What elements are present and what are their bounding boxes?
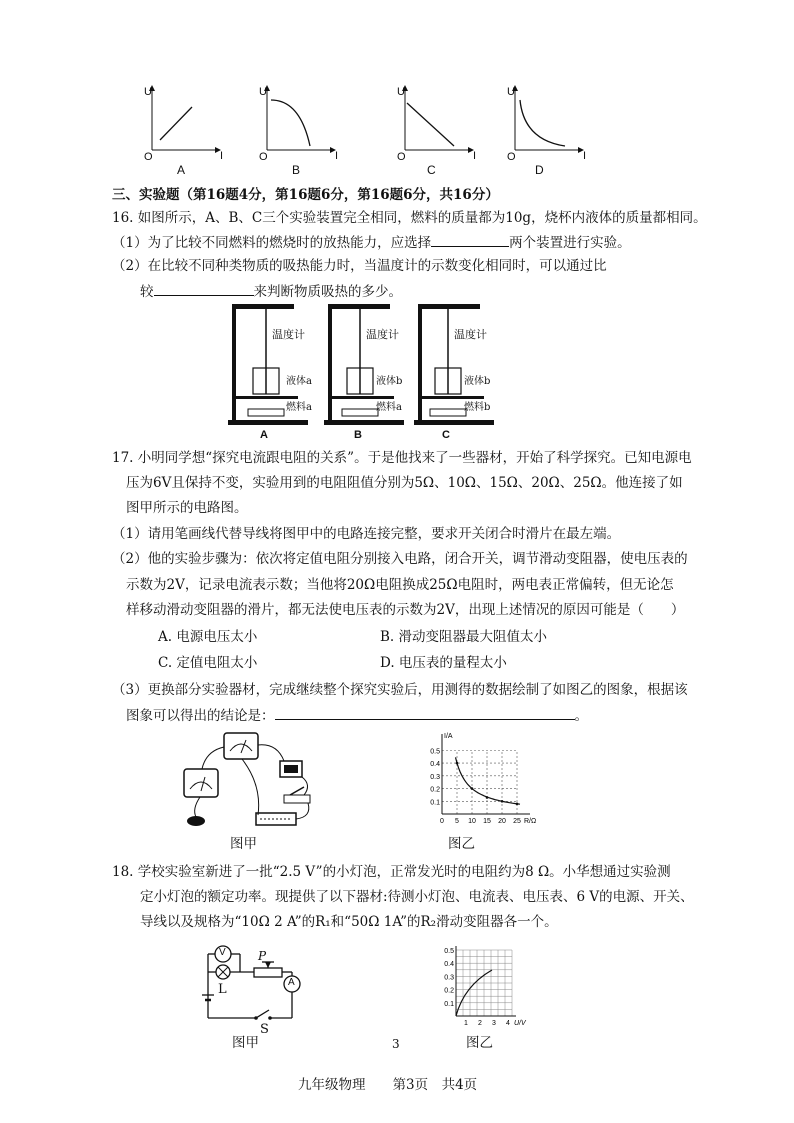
apparatus-b-liquid-label: 液体b	[376, 376, 403, 387]
graph-d-ylabel: U	[507, 86, 515, 98]
q17-line1: 17. 小明同学想“探究电流跟电阻的关系”。于是他找来了一些器材，开始了科学探究。已知电源电	[112, 450, 692, 466]
x-axis-label: U/V	[514, 1020, 526, 1027]
circuit-v-label: V	[219, 947, 226, 958]
q17-part3-blank[interactable]	[275, 705, 575, 720]
y-tick-label: 0.2	[444, 987, 454, 995]
q18-fig-left-caption: 图甲	[232, 1035, 259, 1051]
resistor-part	[187, 816, 205, 826]
y-tick-label: 0.2	[430, 786, 440, 794]
graph-d-origin: O	[507, 151, 516, 163]
q17-figure-left	[172, 725, 332, 835]
q18-line2: 定小灯泡的额定功率。现提供了以下器材:待测小灯泡、电流表、电压表、6 V的电源、开关、	[140, 889, 694, 905]
graph-c-label: C	[427, 163, 436, 177]
q17-fig-left-caption: 图甲	[230, 836, 257, 852]
graph-a-origin: O	[144, 151, 153, 163]
circuit-a-label: A	[288, 977, 295, 988]
y-tick-label: 0.4	[430, 761, 440, 769]
y-tick-label: 0.5	[444, 948, 454, 955]
graph-c-ylabel: U	[397, 86, 405, 98]
x-tick-label: 1	[464, 1020, 468, 1027]
q16-part2-line1: （2）在比较不同种类物质的吸热能力时，当温度计的示数变化相同时，可以通过比	[112, 258, 607, 274]
q16-apparatus-figure	[220, 300, 510, 442]
rheostat-symbol	[254, 962, 282, 977]
graph-b-label: B	[292, 163, 301, 177]
q17-line3: 图甲所示的电路图。	[126, 500, 248, 516]
q18-graph-figure	[432, 940, 532, 1034]
q16-part1-a: （1）为了比较不同燃料的燃烧时的放热能力，应选择	[112, 235, 432, 251]
apparatus-a-fuel-label: 燃料a	[286, 402, 312, 413]
switch-symbol	[254, 1010, 272, 1020]
y-tick-label: 0.1	[444, 1000, 454, 1008]
q17-part2-line1: （2）他的实验步骤为：依次将定值电阻分别接入电路，闭合开关，调节滑动变阻器，使电压表的	[112, 551, 688, 567]
apparatus-b-thermo-label: 温度计	[366, 328, 399, 341]
q17-chart-svg	[418, 728, 540, 832]
apparatus-a-label: A	[260, 429, 268, 441]
q17-part1: （1）请用笔画线代替导线将图甲中的电路连接完整，要求开关闭合时滑片在最左端。	[112, 526, 621, 542]
graph-b-xlabel: I	[335, 150, 339, 162]
q17-part3-c: 。	[574, 708, 588, 724]
apparatus-b-label: B	[354, 429, 362, 441]
section3-title: 三、实验题（第16题4分，第16题6分，第16题6分，共16分）	[112, 187, 499, 203]
x-tick-label: 25	[513, 818, 521, 825]
q17-option-d[interactable]: D. 电压表的量程太小	[380, 655, 507, 671]
graph-b-origin: O	[259, 151, 268, 163]
apparatus-c-fuel-label: 燃料b	[464, 402, 491, 413]
x-tick-label: 0	[440, 818, 444, 825]
x-axis-label: R/Ω	[524, 818, 537, 825]
graph-a-xlabel: I	[220, 150, 224, 162]
apparatus-a-thermo-label: 温度计	[272, 328, 305, 341]
ui-graph-row	[0, 0, 794, 180]
y-tick-label: 0.5	[430, 748, 440, 756]
graph-c-origin: O	[397, 151, 406, 163]
apparatus-b-fuel-label: 燃料a	[376, 402, 402, 413]
circuit-l-label: L	[218, 982, 227, 997]
page-number: 3	[392, 1037, 400, 1051]
q16-apparatus-svg	[220, 300, 510, 442]
voltmeter-meter	[224, 733, 258, 759]
data-point	[501, 800, 504, 803]
x-tick-label: 3	[492, 1020, 496, 1027]
q18-fig-right-caption: 图乙	[466, 1035, 493, 1051]
q17-apparatus-svg	[172, 725, 332, 835]
y-tick-label: 0.3	[444, 974, 454, 982]
page-footer: 九年级物理 第3页 共4页	[298, 1077, 478, 1093]
iu-curve	[456, 970, 492, 1016]
x-tick-label: 5	[455, 818, 459, 825]
x-tick-label: 20	[498, 818, 506, 825]
x-tick-label: 10	[468, 818, 476, 825]
x-tick-label: 15	[483, 818, 491, 825]
graph-b-ylabel: U	[259, 86, 267, 98]
q16-part1	[112, 232, 631, 253]
q18-graph-svg	[432, 940, 532, 1034]
q17-part3-b: 图象可以得出的结论是：	[126, 708, 275, 724]
y-axis-label: I/A	[444, 733, 453, 740]
apparatus-c-thermo-label: 温度计	[454, 328, 487, 341]
battery-box	[280, 761, 302, 777]
data-point	[471, 787, 474, 790]
q18-line3: 导线以及规格为“10Ω 2 A”的R₁和“50Ω 1A”的R₂滑动变阻器各一个。	[140, 914, 558, 930]
graph-d	[515, 88, 581, 150]
q16-part2-blank[interactable]	[154, 281, 254, 296]
q16-part2-c: 来判断物质吸热的多少。	[253, 284, 402, 300]
q16-part1-b: 两个装置进行实验。	[509, 235, 631, 251]
circuit-p-label: P	[258, 949, 267, 963]
graph-a-ylabel: U	[144, 86, 152, 98]
y-tick-label: 0.4	[444, 961, 454, 969]
graph-c	[405, 88, 471, 150]
q17-option-b[interactable]: B. 滑动变阻器最大阻值太小	[380, 629, 548, 645]
graph-b	[267, 88, 333, 150]
switch-part	[284, 787, 310, 803]
q16-part1-blank[interactable]	[431, 232, 509, 247]
x-tick-label: 2	[478, 1020, 482, 1027]
q17-fig-right-caption: 图乙	[448, 836, 475, 852]
q18-line1: 18. 学校实验室新进了一批“2.5 V”的小灯泡，正常发光时的电阻约为8 Ω。小华想通过实验测	[112, 864, 671, 880]
apparatus-c-label: C	[442, 429, 450, 441]
graph-a-label: A	[177, 163, 186, 177]
q17-part2-line3: 样移动滑动变阻器的滑片，都无法使电压表的示数为2V，出现上述情况的原因可能是（ ）	[126, 602, 685, 618]
rheostat-part	[256, 813, 296, 825]
ammeter-meter	[184, 769, 218, 797]
q17-option-c[interactable]: C. 定值电阻太小	[158, 655, 258, 671]
q18-circuit-svg	[196, 940, 316, 1030]
q17-part2-line2: 示数为2V，记录电流表示数；当他将20Ω电阻换成25Ω电阻时，两电表正常偏转，但无论怎	[126, 577, 674, 593]
q18-circuit-figure	[196, 940, 316, 1037]
q17-part3-line2	[126, 705, 588, 726]
graph-d-xlabel: I	[583, 150, 587, 162]
apparatus-a-liquid-label: 液体a	[286, 376, 312, 387]
lamp-symbol	[216, 965, 230, 979]
q17-part3-line1: （3）更换部分实验器材，完成继续整个探究实验后，用测得的数据绘制了如图乙的图象，根据该	[112, 682, 688, 698]
q17-chart	[418, 728, 540, 832]
q17-line2: 压为6V且保持不变，实验用到的电阻阻值分别为5Ω、10Ω、15Ω、20Ω、25Ω。他连接了如	[126, 475, 683, 491]
q17-option-a[interactable]: A. 电源电压太小	[158, 629, 258, 645]
x-tick-label: 4	[506, 1020, 510, 1027]
y-tick-label: 0.1	[430, 799, 440, 807]
graph-d-label: D	[535, 163, 544, 177]
data-point	[516, 803, 519, 806]
data-point	[486, 796, 489, 799]
q16-stem: 16. 如图所示，A、B、C三个实验装置完全相同，燃料的质量都为10g，烧杯内液体的质量都相同。	[112, 210, 707, 226]
circuit-s-label: S	[260, 1022, 269, 1037]
q16-part2-line2	[140, 281, 402, 302]
y-tick-label: 0.3	[430, 773, 440, 781]
apparatus-c-liquid-label: 液体b	[464, 376, 491, 387]
graph-c-xlabel: I	[473, 150, 477, 162]
q16-part2-b: 较	[140, 284, 154, 300]
data-point	[456, 762, 459, 765]
graph-a	[152, 88, 218, 150]
